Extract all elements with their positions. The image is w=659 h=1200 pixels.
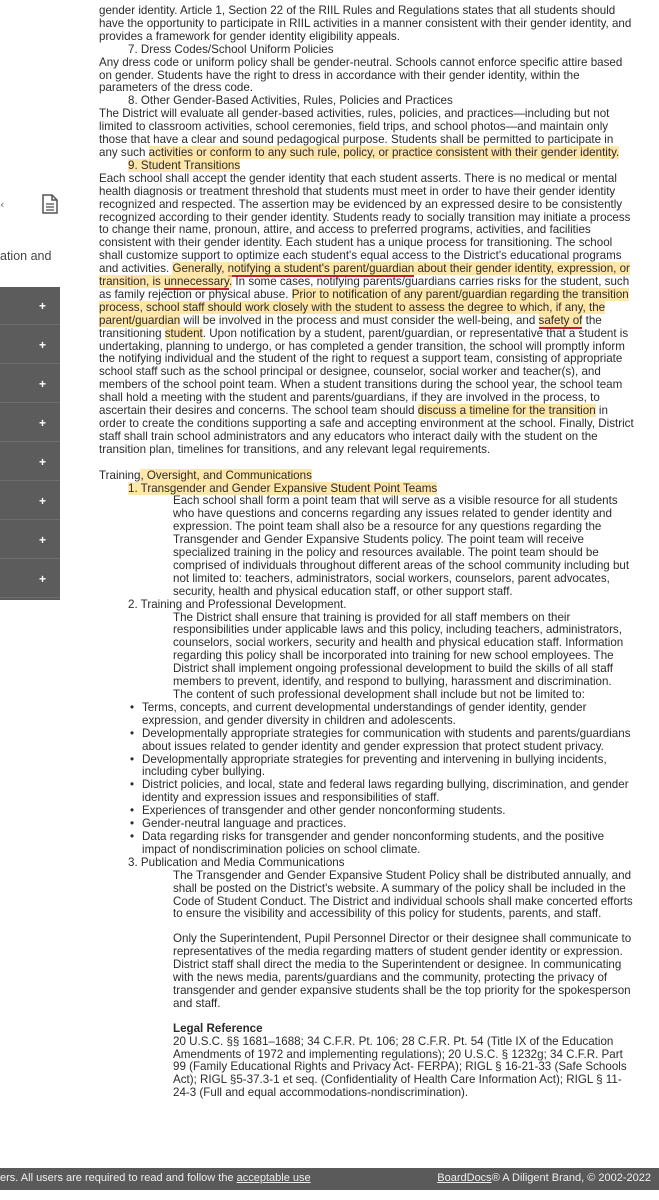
expand-plus-icon[interactable]: + — [39, 455, 47, 469]
menu-row-1[interactable] — [0, 287, 60, 325]
menu-row-5[interactable] — [0, 443, 60, 481]
text-run: Generally, — [172, 262, 228, 276]
acceptable-use-link[interactable]: acceptable use — [236, 1172, 311, 1184]
expand-plus-icon[interactable]: + — [39, 416, 47, 430]
paragraph-media: Only the Superintendent, Pupil Personnel Director or their designee shall communicate to representatives of the media regarding matters of student gender identity or expression. District staff shall direct the media to the Superintendent or designee. In communicating with the news media, parents/guardians and the community, protecting the privacy of transgender and gender expansive students shall be the top priority for the spokesperson and staff. — [173, 932, 632, 1010]
expand-plus-icon[interactable]: + — [39, 299, 47, 313]
document-icon[interactable] — [42, 194, 58, 214]
menu-row-7[interactable] — [0, 521, 60, 559]
menu-row-6[interactable] — [0, 482, 60, 520]
spacer — [99, 457, 634, 470]
highlighted-text: Prior to notification of any parent/guardian regarding the transition process, school staff should work closely with the student to assess the degree to which, if any, the parent/guardian — [99, 287, 629, 327]
paragraph-point-teams: Each school shall form a point team that will serve as a visible resource for all students who have questions and concerns regarding any issues related to gender identity and expression. The point team shall also be a resource for any questions regarding the Transgender and Gender Expansive Students policy. The point team will receive specialized training in the policy and resources available. The point team should be comprised of individuals throughout different areas of the school community including but not limited to: teachers, administrators, social workers, counselors, parent advocates, security, health and physical education staff, or other support staff. — [173, 494, 630, 598]
list-item: • Gender-neutral language and practices. — [142, 818, 634, 831]
menu-row-8[interactable] — [0, 560, 60, 598]
chevron-left-icon[interactable]: ‹ — [0, 198, 5, 211]
heading-training-development: 2. Training and Professional Development. — [128, 597, 347, 611]
menu-row-3[interactable] — [0, 365, 60, 403]
footer-notice-text: ers. All users are required to read and follow the — [0, 1172, 237, 1184]
text-run: Each school shall accept the gender identity that each student asserts. There is no medical or mental health diagnosis or treatment threshold that students must meet in order to have their gender identity recognized and respected. The assertion may be evidenced by an expressed desire to be consistently recognized according to their gender identity. Students ready to socially transition may initiate a process to change their name, pronoun, attire, and access to preferred programs, activities, and facilities consistent with their gender identity. Each student has a unique process for transitioning. The school shall customize support to optimize each student's equal access to the District's educational programs and activities. — [99, 171, 631, 276]
highlighted-text: , Oversight, and Communications — [140, 468, 312, 482]
text-run: will be involved in the process and must consider the well-being, and — [180, 313, 539, 327]
paragraph-legal-reference: 20 U.S.C. §§ 1681–1688; 34 C.F.R. Pt. 106; 28 C.F.R. Pt. 54 (Title IX of the Education Amendments of 1972 and implementing regulations); 20 U.S.C. § 1232g; 34 C.F.R. Part 99 (Family Educational Rights and Privacy Act- FERPA); RIGL § 16-21-33 (Safe Schools Act); RIGL §5-37.3-1 et seq. (Confidentiality of Health Care Information Act); RIGL § 11-24-3 (Full and equal accommodations-nondiscrimination). — [173, 1034, 627, 1100]
boarddocs-link[interactable]: BoardDocs — [437, 1172, 492, 1184]
list-item: • Developmentally appropriate strategies for preventing and intervening in bullying incidents, including cyber bullying. — [142, 754, 634, 780]
expand-plus-icon[interactable]: + — [39, 338, 47, 352]
sidebar-partial-title: ation and — [0, 249, 52, 263]
text-run: . Upon notification by a student, parent/guardian, or representative that a student is undertaking, planning to undergo, or has completed a gender transition, the school will promptly inform the notifying individual and the student of the right to request a support team, consisting of appropriate school staff such as the school principal or designee, counselor, social worker and teacher(s), and members of the school point team. When a student transitions during the school year, the school team shall hold a meeting with the student and parents/guardians, if they are involved in the process, to ascertain their desires and concerns. The school team should — [99, 326, 629, 418]
highlighted-heading: 9. Student Transitions — [128, 158, 241, 172]
paragraph-dress-codes: Any dress code or uniform policy shall be gender-neutral. Schools cannot enforce specific attire based on gender. Students have the right to dress in accordance with their gender identity, within the parameters of the dress code. — [99, 55, 623, 95]
heading-publication-media: 3. Publication and Media Communications — [128, 855, 345, 869]
expand-plus-icon[interactable]: + — [39, 494, 47, 508]
paragraph-publication: The Transgender and Gender Expansive Student Policy shall be distributed annually, and shall be posted on the District's website. A summary of the policy shall be included in the Code of Student Conduct. The District and individual schools shall make concerted efforts to ensure the visibility and accessibility of this policy for students, parents, and staff. — [173, 868, 633, 921]
expand-plus-icon[interactable]: + — [39, 572, 47, 586]
list-item: • District policies, and local, state and federal laws regarding bullying, discrimination, and gender identity and expression issues and responsibilities of staff. — [142, 779, 634, 805]
highlighted-underlined-text: safety of — [538, 313, 583, 327]
underlined-text: unnecessary — [164, 275, 229, 289]
heading-legal-reference: Legal Reference — [173, 1021, 263, 1035]
paragraph-student-transitions — [99, 173, 634, 457]
text-run: about their gender identity, expression, or transition, is — [99, 262, 630, 289]
menu-row-4[interactable] — [0, 404, 60, 442]
sidebar-menu — [0, 287, 60, 600]
text-run: in order to create the conditions supporting a safe and accepting environment at the school. Finally, District staff shall train school administrators and any educators who interact daily with the student on the transition plan, timelines for transitions, and any relevant legal requirements. — [99, 404, 634, 456]
footer-copyright: ® A Diligent Brand, © 2002-2022 — [491, 1172, 651, 1184]
highlighted-heading: 1. Transgender and Gender Expansive Student Point Teams — [128, 481, 438, 495]
text-run: . — [228, 275, 233, 289]
menu-row-2[interactable] — [0, 326, 60, 364]
list-item: • Developmentally appropriate strategies for communication with students and parents/guardians about issues related to gender identity and gender expression that protect student privacy. — [142, 728, 634, 754]
policy-document — [99, 5, 634, 1100]
footer-bar — [0, 1168, 659, 1190]
underlined-text: notifying a student's parent/guardian — [227, 262, 415, 276]
paragraph-gender-activities — [99, 108, 634, 160]
list-item: • Data regarding risks for transgender and gender nonconforming students, and the positive impact of nondiscrimination policies on school climate. — [142, 831, 634, 857]
paragraph-riil: gender identity. Article 1, Section 22 of the RIIL Rules and Regulations states that all students should have the opportunity to participate in RIIL activities in a manner consistent with their gender identity, and provides a framework for gender identity eligibility appeals. — [99, 4, 632, 43]
spacer — [99, 1011, 634, 1023]
text-run: The District will evaluate all gender-based activities, rules, policies, and practices—including but not limited to classroom activities, school ceremonies, field trips, and school photos—and maintain only those that have a clear and sound pedagogical purpose. Students shall be permitted to participate in any such — [99, 107, 614, 159]
text-run: the transitioning — [99, 313, 602, 340]
highlighted-text: student — [164, 326, 203, 340]
footer-brand — [437, 1172, 651, 1184]
heading-dress-codes: 7. Dress Codes/School Uniform Policies — [128, 42, 334, 56]
footer-notice — [0, 1172, 311, 1184]
paragraph-training-development: The District shall ensure that training is provided for all staff members on their responsibilities under applicable laws and this policy, including teachers, administrators, counselors, social workers, security and health and physical education staff. Information regarding this policy shall be incorporated into training for new school employees. The District shall implement ongoing professional development to build the skills of all staff members to prevent, identify, and respond to bullying, harassment and discrimination. The content of such professional development shall include but not be limited to: — [173, 610, 624, 702]
list-item: • Experiences of transgender and other gender nonconforming students. — [142, 805, 634, 818]
list-item: • Terms, concepts, and current developmental understandings of gender identity, gender expression, and gender diversity in children and adolescents. — [142, 702, 634, 728]
text-run: In some cases, notifying parents/guardians carries risks for the student, such as family rejection or physical abuse. — [99, 275, 630, 301]
training-content-list — [99, 702, 634, 857]
heading-training-oversight — [99, 470, 634, 483]
sidebar — [0, 0, 60, 1200]
expand-plus-icon[interactable]: + — [39, 377, 47, 391]
text-run: Training — [99, 468, 141, 482]
highlighted-text: activities or conform to any such rule, policy, or practice consistent with their gender identity. — [148, 145, 620, 159]
highlighted-text: discuss a timeline for the transition — [417, 404, 596, 418]
heading-gender-activities: 8. Other Gender-Based Activities, Rules, Policies and Practices — [128, 94, 453, 108]
expand-plus-icon[interactable]: + — [39, 533, 47, 547]
